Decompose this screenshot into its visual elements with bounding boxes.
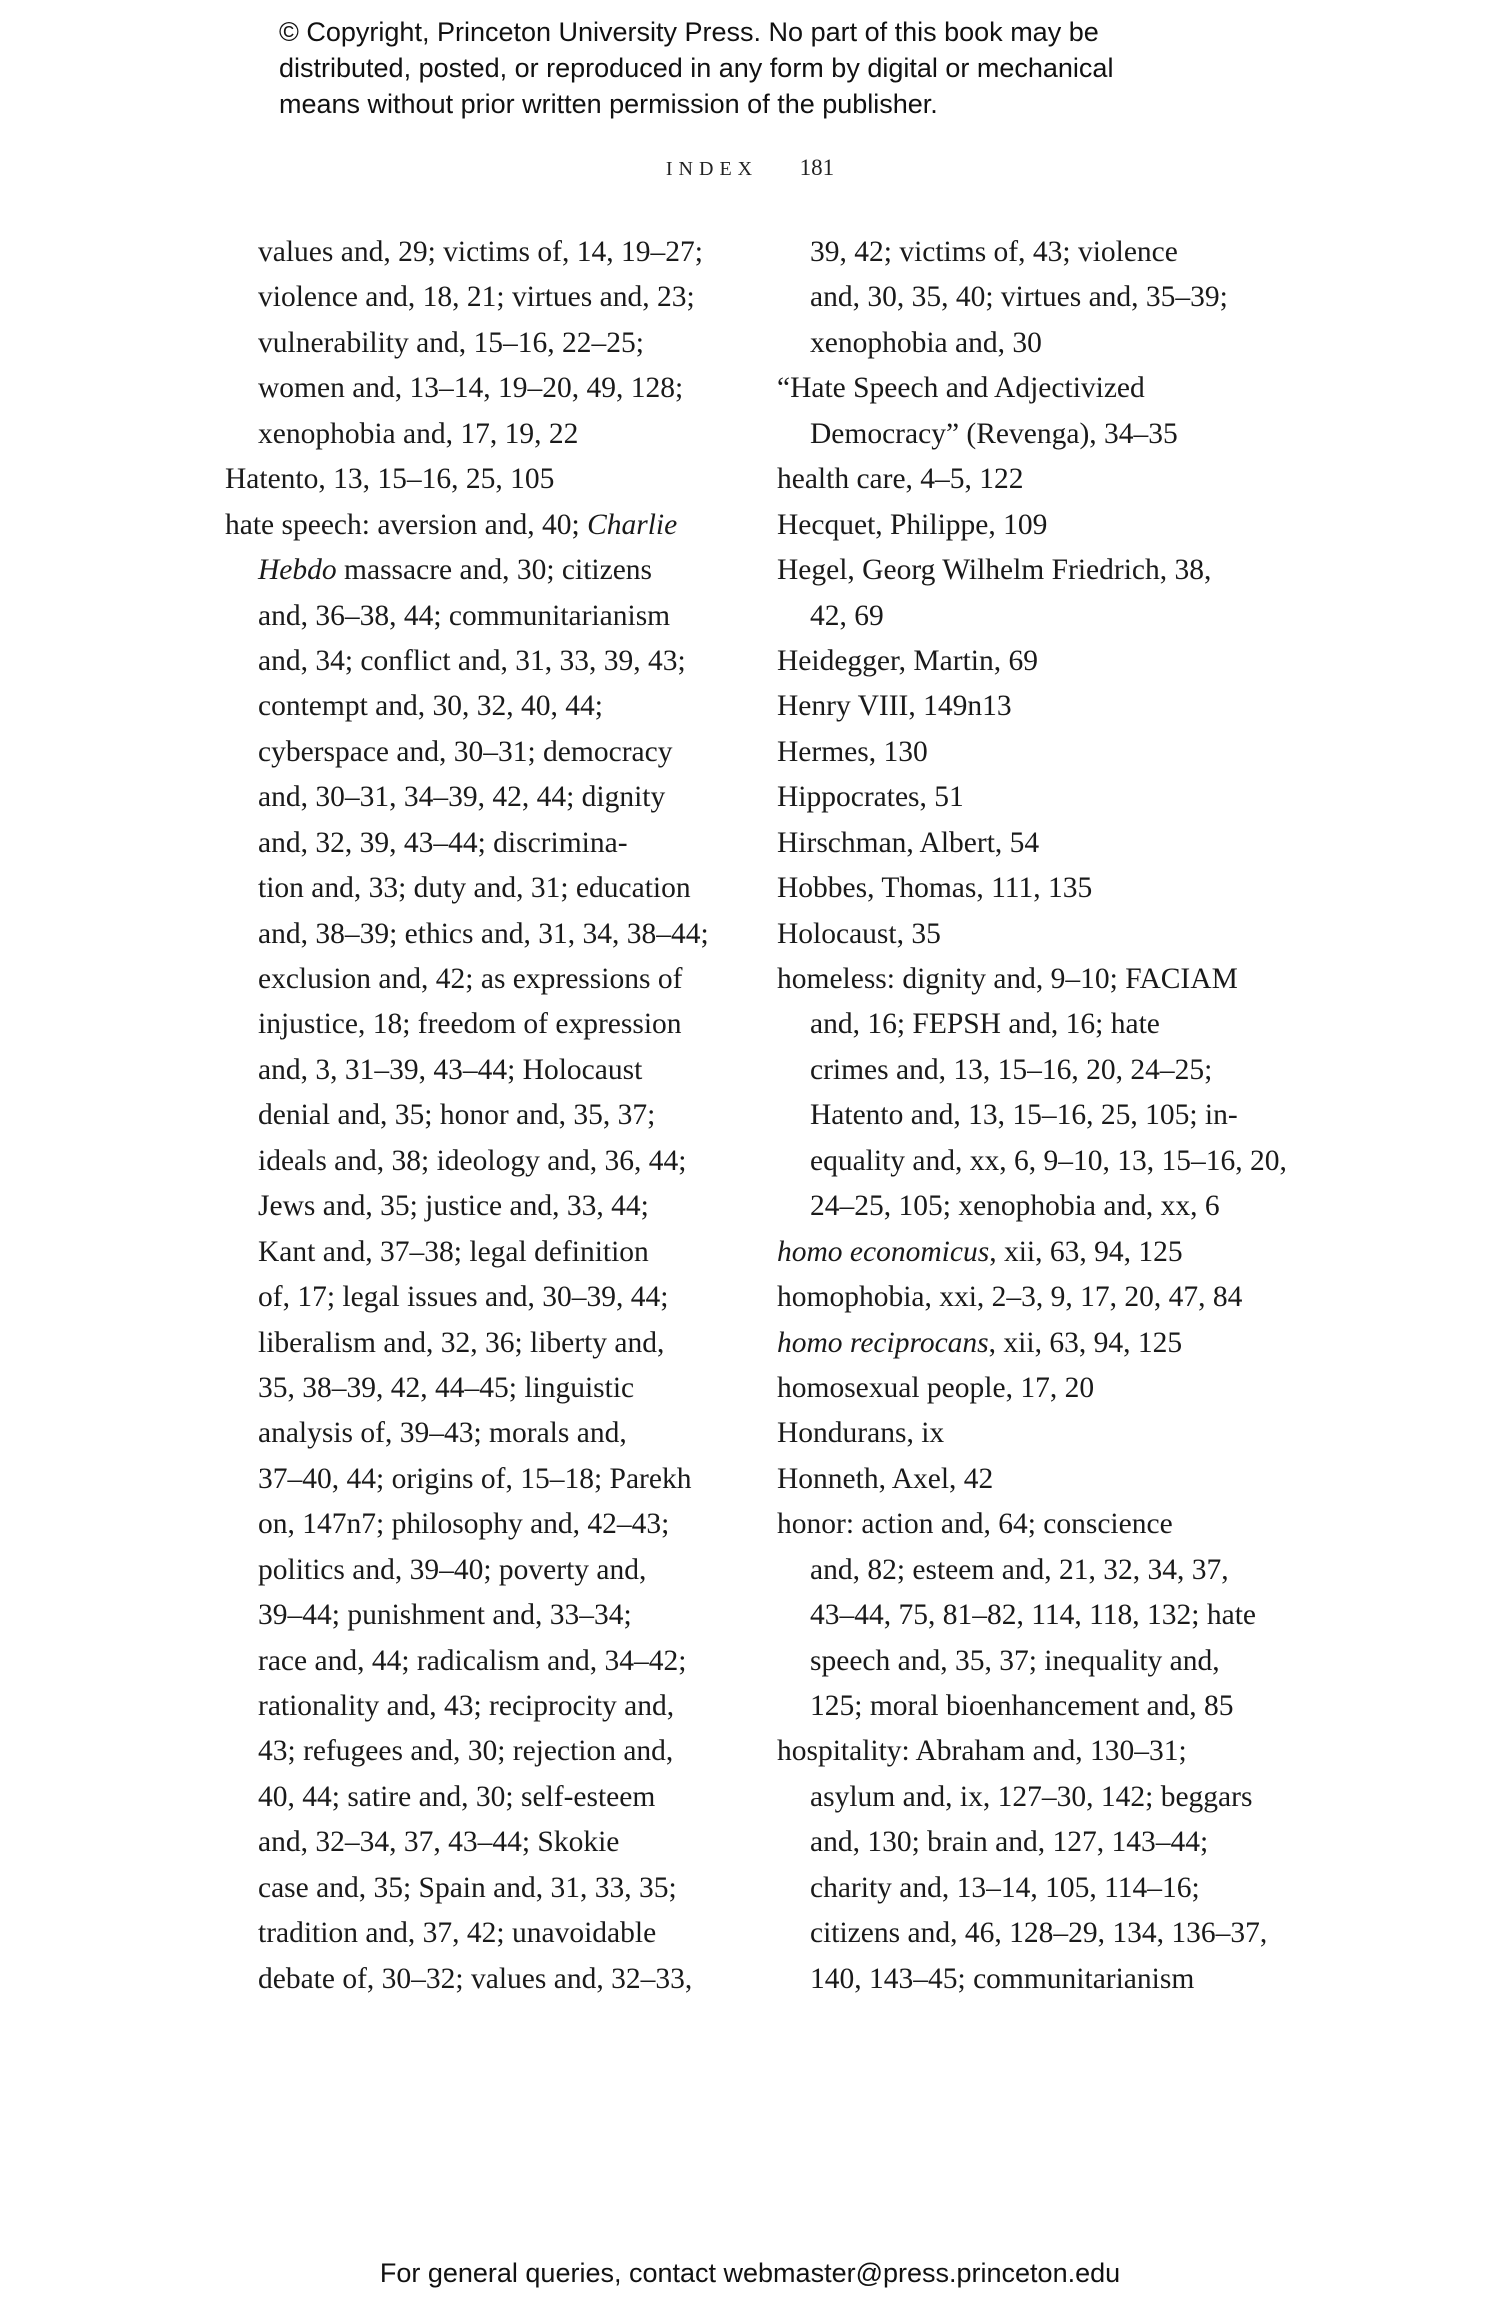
- entry-text: 140, 143–45; communitarianism: [810, 1962, 1195, 1995]
- index-subentry-line: [777, 275, 1307, 320]
- entry-text: Holocaust, 35: [777, 917, 941, 950]
- running-head-label: INDEX: [665, 158, 759, 180]
- index-subentry-line: [225, 1411, 745, 1456]
- entry-text: Hirschman, Albert, 54: [777, 826, 1040, 859]
- entry-text: citizens and, 46, 128–29, 134, 136–37,: [810, 1917, 1268, 1950]
- entry-text: 43–44, 75, 81–82, 114, 118, 132; hate: [810, 1599, 1257, 1632]
- entry-text: women and, 13–14, 19–20, 49, 128;: [258, 372, 684, 405]
- entry-text: on, 147n7; philosophy and, 42–43;: [258, 1508, 670, 1541]
- index-entry: [225, 503, 745, 548]
- index-subentry-line: [777, 594, 1307, 639]
- index-subentry-line: [225, 1911, 745, 1956]
- entry-text: injustice, 18; freedom of expression: [258, 1008, 682, 1041]
- index-entry: [777, 821, 1307, 866]
- index-entry: [777, 775, 1307, 820]
- index-entry: [777, 548, 1307, 593]
- index-subentry-line: [225, 912, 745, 957]
- index-subentry-line: [225, 730, 745, 775]
- index-entry: [777, 639, 1307, 684]
- entry-text: and, 3, 31–39, 43–44; Holocaust: [258, 1053, 643, 1086]
- index-subentry-line: [777, 1911, 1307, 1956]
- entry-italic-title: Charlie: [587, 508, 678, 541]
- entry-text: exclusion and, 42; as expressions of: [258, 963, 683, 995]
- entry-text: 39, 42; victims of, 43; violence: [810, 236, 1178, 268]
- index-entry: [777, 866, 1307, 911]
- entry-text: rationality and, 43; reciprocity and,: [258, 1690, 675, 1722]
- index-subentry-line: [777, 1957, 1307, 2002]
- entry-text: “Hate Speech and Adjectivized: [777, 372, 1145, 405]
- index-entry: [777, 1275, 1307, 1320]
- index-entry: [777, 503, 1307, 548]
- index-subentry-line: [225, 775, 745, 820]
- entry-text: crimes and, 13, 15–16, 20, 24–25;: [810, 1053, 1213, 1086]
- index-subentry-line: [225, 684, 745, 729]
- entry-text: denial and, 35; honor and, 35, 37;: [258, 1099, 656, 1132]
- index-subentry-line: [225, 594, 745, 639]
- entry-text: xenophobia and, 30: [810, 326, 1042, 359]
- entry-text: Hondurans, ix: [777, 1417, 945, 1450]
- index-entry: [777, 684, 1307, 729]
- entry-italic-title: homo economicus: [777, 1235, 990, 1268]
- entry-text: tion and, 33; duty and, 31; education: [258, 872, 691, 905]
- entry-text: and, 130; brain and, 127, 143–44;: [810, 1826, 1209, 1859]
- index-subentry-line: [225, 1457, 745, 1502]
- index-subentry-line: [225, 1957, 745, 2002]
- entry-text: asylum and, ix, 127–30, 142; beggars: [810, 1780, 1253, 1813]
- entry-text: tradition and, 37, 42; unavoidable: [258, 1917, 657, 1950]
- entry-text: Hecquet, Philippe, 109: [777, 508, 1048, 541]
- index-subentry-line: [777, 1866, 1307, 1911]
- entry-text: charity and, 13–14, 105, 114–16;: [810, 1871, 1200, 1904]
- entry-text: equality and, xx, 6, 9–10, 13, 15–16, 20,: [810, 1144, 1287, 1177]
- copyright-line: distributed, posted, or reproduced in any form by digital or mechanical: [279, 53, 1114, 83]
- index-subentry-line: [225, 1002, 745, 1047]
- entry-text: Hatento, 13, 15–16, 25, 105: [225, 463, 555, 496]
- index-subentry-line: [225, 1502, 745, 1547]
- entry-text: 40, 44; satire and, 30; self-esteem: [258, 1780, 656, 1813]
- index-subentry-line: [225, 1048, 745, 1093]
- entry-text: violence and, 18, 21; virtues and, 23;: [258, 281, 695, 314]
- index-entry: [777, 1457, 1307, 1502]
- entry-text: homeless: dignity and, 9–10; FACIAM: [777, 963, 1238, 995]
- index-entry: [777, 730, 1307, 775]
- index-subentry-line: [777, 1684, 1307, 1729]
- entry-text: debate of, 30–32; values and, 32–33,: [258, 1962, 693, 1995]
- entry-italic-title: Hebdo: [258, 554, 337, 587]
- index-subentry-line: [777, 1593, 1307, 1638]
- index-subentry-line: [225, 412, 745, 457]
- index-subentry-line: [225, 1275, 745, 1320]
- entry-text: Hegel, Georg Wilhelm Friedrich, 38,: [777, 554, 1212, 587]
- entry-text: Heidegger, Martin, 69: [777, 644, 1038, 677]
- entry-text: and, 38–39; ethics and, 31, 34, 38–44;: [258, 917, 709, 950]
- entry-text: race and, 44; radicalism and, 34–42;: [258, 1644, 687, 1677]
- entry-text: 125; moral bioenhancement and, 85: [810, 1690, 1234, 1722]
- entry-text: and, 82; esteem and, 21, 32, 34, 37,: [810, 1553, 1229, 1586]
- entry-text: 39–44; punishment and, 33–34;: [258, 1599, 632, 1632]
- entry-text: values and, 29; victims of, 14, 19–27;: [258, 236, 703, 268]
- entry-text: case and, 35; Spain and, 31, 33, 35;: [258, 1871, 677, 1904]
- entry-text: Hobbes, Thomas, 111, 135: [777, 872, 1093, 905]
- index-subentry-line: [777, 230, 1307, 275]
- index-subentry-line: [777, 1093, 1307, 1138]
- index-subentry-line: [777, 321, 1307, 366]
- entry-text: and, 30, 35, 40; virtues and, 35–39;: [810, 281, 1228, 314]
- entry-text: analysis of, 39–43; morals and,: [258, 1417, 627, 1450]
- entry-text: 35, 38–39, 42, 44–45; linguistic: [258, 1371, 635, 1404]
- index-subentry-line: [225, 1820, 745, 1865]
- index-subentry-line: [225, 1321, 745, 1366]
- index-subentry-line: [225, 366, 745, 411]
- running-head: [0, 155, 1500, 181]
- index-entry: [777, 1230, 1307, 1275]
- index-subentry-line: [777, 1048, 1307, 1093]
- index-subentry-line: [225, 1139, 745, 1184]
- entry-text: homosexual people, 17, 20: [777, 1371, 1095, 1404]
- index-subentry-line: [225, 639, 745, 684]
- entry-text: health care, 4–5, 122: [777, 463, 1024, 496]
- entry-text: Jews and, 35; justice and, 33, 44;: [258, 1190, 649, 1223]
- index-subentry-line: [777, 1184, 1307, 1229]
- index-subentry-line: [225, 548, 745, 593]
- page-number: 181: [799, 155, 835, 180]
- index-subentry-line: [777, 1548, 1307, 1593]
- entry-text: xenophobia and, 17, 19, 22: [258, 417, 579, 450]
- entry-text: Kant and, 37–38; legal definition: [258, 1235, 649, 1268]
- index-subentry-line: [225, 1729, 745, 1774]
- index-subentry-line: [225, 1184, 745, 1229]
- entry-text: honor: action and, 64; conscience: [777, 1508, 1173, 1541]
- index-subentry-line: [225, 1230, 745, 1275]
- entry-text: and, 32, 39, 43–44; discrimina-: [258, 826, 628, 859]
- entry-text: 42, 69: [810, 599, 884, 632]
- index-entry: [777, 1502, 1307, 1547]
- index-subentry-line: [225, 1593, 745, 1638]
- entry-text: , xii, 63, 94, 125: [989, 1235, 1183, 1268]
- entry-text: and, 30–31, 34–39, 42, 44; dignity: [258, 781, 666, 814]
- index-entry: [777, 1411, 1307, 1456]
- entry-text: and, 16; FEPSH and, 16; hate: [810, 1008, 1160, 1041]
- entry-text: Hatento and, 13, 15–16, 25, 105; in-: [810, 1099, 1238, 1132]
- entry-text: and, 34; conflict and, 31, 33, 39, 43;: [258, 644, 686, 677]
- index-subentry-line: [225, 1639, 745, 1684]
- index-entry: [777, 1321, 1307, 1366]
- entry-text: ideals and, 38; ideology and, 36, 44;: [258, 1144, 687, 1177]
- entry-text: Honneth, Axel, 42: [777, 1462, 994, 1495]
- index-subentry-line: [225, 1775, 745, 1820]
- index-subentry-line: [777, 1775, 1307, 1820]
- entry-text: massacre and, 30; citizens: [336, 554, 653, 587]
- index-subentry-line: [225, 230, 745, 275]
- entry-text: 24–25, 105; xenophobia and, xx, 6: [810, 1190, 1220, 1223]
- index-subentry-line: [777, 1139, 1307, 1184]
- index-subentry-line: [225, 1866, 745, 1911]
- entry-text: Henry VIII, 149n13: [777, 690, 1012, 723]
- copyright-line: means without prior written permission of the publisher.: [279, 89, 938, 119]
- index-subentry-line: [225, 275, 745, 320]
- entry-italic-title: homo reciprocans: [777, 1326, 989, 1359]
- entry-text: homophobia, xxi, 2–3, 9, 17, 20, 47, 84: [777, 1281, 1243, 1314]
- index-subentry-line: [225, 957, 745, 1002]
- entry-text: liberalism and, 32, 36; liberty and,: [258, 1326, 665, 1359]
- index-subentry-line: [225, 1684, 745, 1729]
- index-subentry-line: [225, 321, 745, 366]
- entry-text: vulnerability and, 15–16, 22–25;: [258, 326, 644, 359]
- index-subentry-line: [777, 1639, 1307, 1684]
- entry-text: Democracy” (Revenga), 34–35: [810, 417, 1178, 450]
- index-subentry-line: [225, 1366, 745, 1411]
- index-subentry-line: [777, 1002, 1307, 1047]
- index-entry: [777, 1366, 1307, 1411]
- index-column-right: [777, 230, 1307, 2002]
- entry-text: contempt and, 30, 32, 40, 44;: [258, 690, 603, 723]
- entry-text: , xii, 63, 94, 125: [988, 1326, 1183, 1359]
- index-subentry-line: [225, 1093, 745, 1138]
- index-subentry-line: [225, 821, 745, 866]
- copyright-notice: [279, 14, 1279, 122]
- index-entry: [777, 912, 1307, 957]
- index-entry: [225, 457, 745, 502]
- index-column-left: [225, 230, 745, 2002]
- copyright-line: © Copyright, Princeton University Press. No part of this book may be: [279, 17, 1099, 47]
- entry-text: and, 36–38, 44; communitarianism: [258, 599, 671, 632]
- index-entry: [777, 1729, 1307, 1774]
- entry-text: of, 17; legal issues and, 30–39, 44;: [258, 1281, 669, 1314]
- index-subentry-line: [225, 866, 745, 911]
- entry-text: politics and, 39–40; poverty and,: [258, 1553, 647, 1586]
- entry-text: 43; refugees and, 30; rejection and,: [258, 1735, 674, 1768]
- index-entry: [777, 957, 1307, 1002]
- entry-text: Hermes, 130: [777, 735, 928, 768]
- entry-text: cyberspace and, 30–31; democracy: [258, 735, 673, 768]
- entry-text: hate speech: aversion and, 40;: [225, 508, 588, 541]
- entry-text: hospitality: Abraham and, 130–31;: [777, 1735, 1187, 1768]
- index-subentry-line: [225, 1548, 745, 1593]
- index-subentry-line: [777, 1820, 1307, 1865]
- index-entry: [777, 366, 1307, 411]
- entry-text: and, 32–34, 37, 43–44; Skokie: [258, 1826, 620, 1859]
- entry-text: Hippocrates, 51: [777, 781, 964, 814]
- entry-text: speech and, 35, 37; inequality and,: [810, 1644, 1220, 1677]
- footer-contact: For general queries, contact webmaster@press.princeton.edu: [379, 2258, 1121, 2288]
- index-subentry-line: [777, 412, 1307, 457]
- entry-text: 37–40, 44; origins of, 15–18; Parekh: [258, 1462, 692, 1495]
- index-entry: [777, 457, 1307, 502]
